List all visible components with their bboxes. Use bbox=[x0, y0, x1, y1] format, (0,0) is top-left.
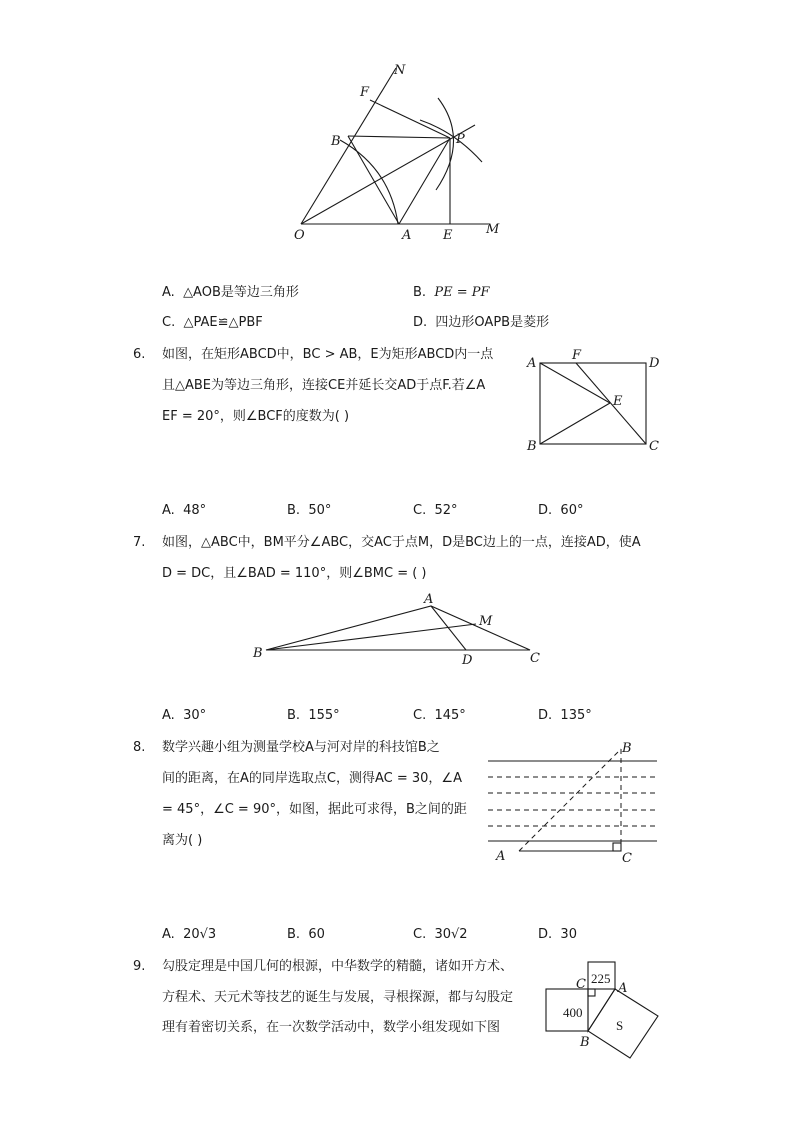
q6-label-d: D bbox=[649, 356, 660, 371]
q7-label-b: B bbox=[253, 646, 263, 661]
q6-label-f: F bbox=[572, 348, 582, 363]
q6-label-c: C bbox=[649, 439, 659, 454]
q6-option-c[interactable]: C. 52° bbox=[413, 503, 458, 518]
q8-option-a[interactable]: A. 20√3 bbox=[162, 927, 217, 942]
q9-label-a: A bbox=[618, 981, 628, 996]
q7-label-a: A bbox=[424, 592, 434, 607]
q6-label-e: E bbox=[613, 394, 623, 409]
q8-label-a: A bbox=[496, 849, 506, 864]
label-b: B bbox=[331, 134, 341, 149]
q6-option-b[interactable]: B. 50° bbox=[287, 503, 332, 518]
label-n: N bbox=[394, 63, 406, 78]
label-o: O bbox=[294, 228, 305, 243]
label-400: 400 bbox=[563, 1005, 583, 1020]
label-a: A bbox=[402, 228, 412, 243]
label-f: F bbox=[360, 85, 370, 100]
label-225: 225 bbox=[591, 971, 611, 986]
q7-label-c: C bbox=[530, 651, 540, 666]
q7-stem-line-1: 如图，△ABC中，BM平分∠ABC，交AC于点M，D是BC边上的一点，连接AD，使A bbox=[162, 535, 641, 550]
label-p: P bbox=[456, 132, 465, 147]
q7-label-m: M bbox=[479, 614, 493, 629]
q6-number: 6. bbox=[133, 347, 146, 362]
q8-label-b: B bbox=[622, 741, 632, 756]
label-m: M bbox=[486, 222, 500, 237]
q9-stem-line-3: 理有着密切关系，在一次数学活动中，数学小组发现如下图 bbox=[162, 1020, 501, 1035]
q7-option-c[interactable]: C. 145° bbox=[413, 708, 466, 723]
q7-number: 7. bbox=[133, 535, 146, 550]
q6-option-d[interactable]: D. 60° bbox=[538, 503, 584, 518]
q8-number: 8. bbox=[133, 740, 146, 755]
q8-stem-line-4: 离为( ) bbox=[162, 833, 203, 848]
q9-label-c: C bbox=[576, 977, 586, 992]
q7-stem-line-2: D = DC，且∠BAD = 110°，则∠BMC = ( ) bbox=[162, 566, 427, 581]
q7-option-b[interactable]: B. 155° bbox=[287, 708, 340, 723]
q8-option-d[interactable]: D. 30 bbox=[538, 927, 577, 942]
q8-option-c[interactable]: C. 30√2 bbox=[413, 927, 468, 942]
label-s: S bbox=[616, 1018, 624, 1033]
q9-label-b: B bbox=[580, 1035, 590, 1050]
q8-stem-line-2: 间的距离，在A的同岸选取点C，测得AC = 30，∠A bbox=[162, 771, 462, 786]
q5-option-c[interactable]: C. △PAE≌△PBF bbox=[162, 315, 263, 330]
q6-label-b: B bbox=[527, 439, 537, 454]
q8-option-b[interactable]: B. 60 bbox=[287, 927, 325, 942]
q7-option-a[interactable]: A. 30° bbox=[162, 708, 207, 723]
right-angle-mark-2 bbox=[588, 989, 595, 996]
q8-stem-line-3: = 45°，∠C = 90°，如图，据此可求得，B之间的距 bbox=[162, 802, 467, 817]
q7-option-d[interactable]: D. 135° bbox=[538, 708, 592, 723]
q6-stem-line-3: EF = 20°，则∠BCF的度数为( ) bbox=[162, 409, 350, 424]
q7-label-d: D bbox=[462, 653, 473, 668]
q9-number: 9. bbox=[133, 959, 146, 974]
q6-option-a[interactable]: A. 48° bbox=[162, 503, 207, 518]
q6-stem-line-2: 且△ABE为等边三角形，连接CE并延长交AD于点F.若∠A bbox=[162, 378, 486, 393]
q6-stem-line-1: 如图，在矩形ABCD中，BC > AB，E为矩形ABCD内一点 bbox=[162, 347, 494, 362]
q5-option-a[interactable]: A. △AOB是等边三角形 bbox=[162, 285, 299, 300]
q5-option-b[interactable]: B. PE = PF bbox=[413, 285, 490, 300]
q6-label-a: A bbox=[527, 356, 537, 371]
label-e: E bbox=[443, 228, 453, 243]
q8-label-c: C bbox=[622, 851, 632, 866]
q8-stem-line-1: 数学兴趣小组为测量学校A与河对岸的科技馆B之 bbox=[162, 740, 440, 755]
q9-stem-line-2: 方程术、天元术等技艺的诞生与发展，寻根探源，都与勾股定 bbox=[162, 990, 514, 1005]
q9-stem-line-1: 勾股定理是中国几何的根源，中华数学的精髓，诸如开方术、 bbox=[162, 959, 514, 974]
q5-option-d[interactable]: D. 四边形OAPB是菱形 bbox=[413, 315, 550, 330]
